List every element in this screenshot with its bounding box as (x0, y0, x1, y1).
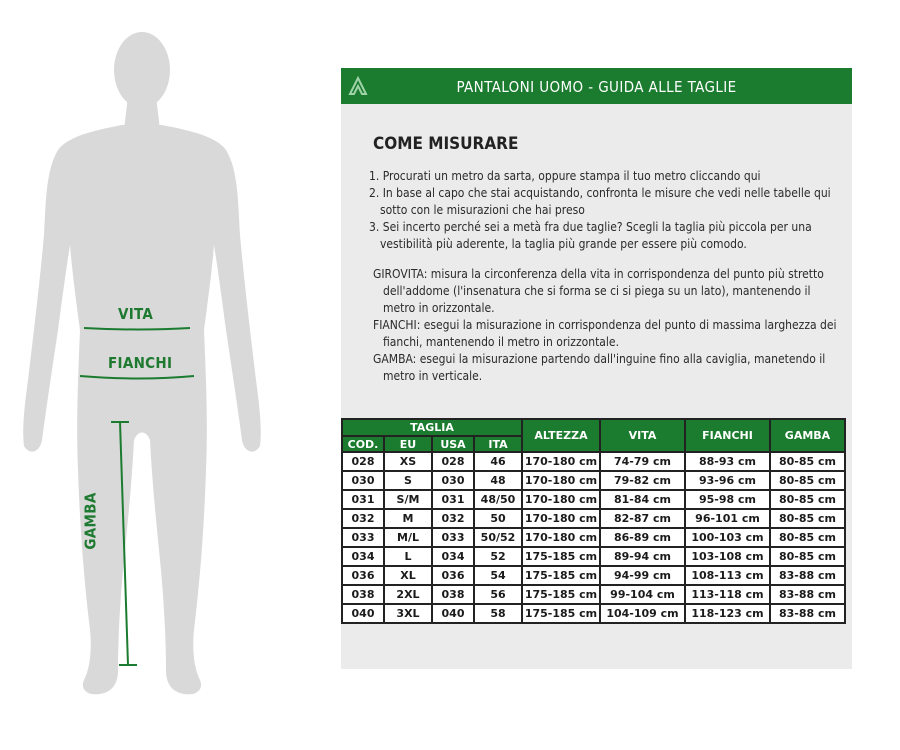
table-cell: 96-101 cm (685, 509, 770, 528)
body-silhouette (0, 0, 340, 750)
table-cell: 031 (342, 490, 384, 509)
table-cell: 58 (474, 604, 522, 623)
table-row (342, 566, 845, 585)
table-cell: 94-99 cm (600, 566, 685, 585)
hips-label: FIANCHI (108, 354, 173, 372)
table-cell: 83-88 cm (770, 604, 845, 623)
table-cell: 104-109 cm (600, 604, 685, 623)
table-cell: 80-85 cm (770, 471, 845, 490)
table-cell: 2XL (384, 585, 432, 604)
table-cell: 036 (342, 566, 384, 585)
step-item: 1. Procurati un metro da sarta, oppure stampa il tuo metro cliccando qui (369, 169, 761, 183)
leg-label: GAMBA (81, 492, 100, 550)
table-cell: 175-185 cm (522, 566, 600, 585)
header-gamba: GAMBA (770, 419, 845, 452)
table-cell: 118-123 cm (685, 604, 770, 623)
table-row (342, 585, 845, 604)
header-vita: VITA (600, 419, 685, 452)
table-cell: 032 (342, 509, 384, 528)
table-cell: 170-180 cm (522, 490, 600, 509)
table-cell: 175-185 cm (522, 604, 600, 623)
table-cell: 80-85 cm (770, 528, 845, 547)
table-cell: 103-108 cm (685, 547, 770, 566)
table-cell: 175-185 cm (522, 585, 600, 604)
table-cell: 83-88 cm (770, 585, 845, 604)
table-row (342, 471, 845, 490)
table-cell: 80-85 cm (770, 490, 845, 509)
waist-label: VITA (118, 305, 154, 323)
table-cell: 86-89 cm (600, 528, 685, 547)
table-row (342, 452, 845, 471)
header-taglia: TAGLIA (342, 419, 522, 436)
table-cell: 040 (342, 604, 384, 623)
guide-header-banner (341, 68, 852, 104)
table-cell: M (384, 509, 432, 528)
step-item: 2. In base al capo che stai acquistando, confronta le misure che vedi nelle tabelle qui sotto con le misurazioni che hai preso (369, 186, 831, 217)
table-cell: 50 (474, 509, 522, 528)
table-cell: 038 (432, 585, 474, 604)
table-cell: 95-98 cm (685, 490, 770, 509)
table-cell: 48/50 (474, 490, 522, 509)
size-table (341, 418, 846, 624)
size-guide-panel (341, 68, 852, 669)
table-row (342, 528, 845, 547)
table-cell: 030 (342, 471, 384, 490)
header-fianchi: FIANCHI (685, 419, 770, 452)
table-cell: 46 (474, 452, 522, 471)
header-ita: ITA (474, 436, 522, 452)
table-row (342, 490, 845, 509)
table-cell: 100-103 cm (685, 528, 770, 547)
measure-steps (369, 168, 839, 253)
table-cell: 031 (432, 490, 474, 509)
header-usa: USA (432, 436, 474, 452)
table-cell: 74-79 cm (600, 452, 685, 471)
header-altezza: ALTEZZA (522, 419, 600, 452)
table-cell: 170-180 cm (522, 471, 600, 490)
table-cell: 175-185 cm (522, 547, 600, 566)
header-cod: COD. (342, 436, 384, 452)
table-cell: 83-88 cm (770, 566, 845, 585)
table-row (342, 509, 845, 528)
header-eu: EU (384, 436, 432, 452)
table-cell: 033 (342, 528, 384, 547)
table-cell: 170-180 cm (522, 528, 600, 547)
table-cell: 038 (342, 585, 384, 604)
table-cell: 79-82 cm (600, 471, 685, 490)
table-cell: 89-94 cm (600, 547, 685, 566)
definition-hips: FIANCHI: esegui la misurazione in corrispondenza del punto di massima larghezza dei fianchi, mantenendo il metro in orizzontale. (373, 318, 837, 349)
table-cell: 170-180 cm (522, 452, 600, 471)
table-cell: 99-104 cm (600, 585, 685, 604)
table-cell: 80-85 cm (770, 547, 845, 566)
table-cell: 036 (432, 566, 474, 585)
table-cell: 040 (432, 604, 474, 623)
table-cell: 028 (432, 452, 474, 471)
definition-waist: GIROVITA: misura la circonferenza della vita in corrispondenza del punto più stretto dell'addome (l'insenatura che si forma se ci si piega su un lato), mantenendo il metro in orizzontale. (373, 267, 824, 315)
table-cell: XL (384, 566, 432, 585)
table-cell: 48 (474, 471, 522, 490)
table-cell: 52 (474, 547, 522, 566)
table-cell: 108-113 cm (685, 566, 770, 585)
table-cell: 030 (432, 471, 474, 490)
table-cell: 032 (432, 509, 474, 528)
table-cell: XS (384, 452, 432, 471)
table-cell: 93-96 cm (685, 471, 770, 490)
table-cell: 50/52 (474, 528, 522, 547)
table-cell: M/L (384, 528, 432, 547)
guide-title: PANTALONI UOMO - GUIDA ALLE TAGLIE (456, 78, 737, 96)
table-cell: S/M (384, 490, 432, 509)
table-cell: 034 (432, 547, 474, 566)
table-cell: 3XL (384, 604, 432, 623)
step-item: 3. Sei incerto perché sei a metà fra due taglie? Scegli la taglia più piccola per una vestibilità più aderente, la taglia più grande per essere più comodo. (369, 220, 812, 251)
measure-definitions (373, 266, 843, 385)
table-cell: 82-87 cm (600, 509, 685, 528)
definition-leg: GAMBA: esegui la misurazione partendo dall'inguine fino alla caviglia, manetendo il metro in verticale. (373, 352, 826, 383)
table-row (342, 604, 845, 623)
table-cell: 54 (474, 566, 522, 585)
table-cell: 170-180 cm (522, 509, 600, 528)
table-cell: 56 (474, 585, 522, 604)
table-cell: 88-93 cm (685, 452, 770, 471)
table-cell: 81-84 cm (600, 490, 685, 509)
table-cell: S (384, 471, 432, 490)
table-cell: 033 (432, 528, 474, 547)
table-cell: 034 (342, 547, 384, 566)
table-cell: 028 (342, 452, 384, 471)
table-cell: 113-118 cm (685, 585, 770, 604)
table-cell: 80-85 cm (770, 509, 845, 528)
table-cell: L (384, 547, 432, 566)
how-to-measure-title: COME MISURARE (373, 134, 519, 154)
table-cell: 80-85 cm (770, 452, 845, 471)
table-row (342, 547, 845, 566)
